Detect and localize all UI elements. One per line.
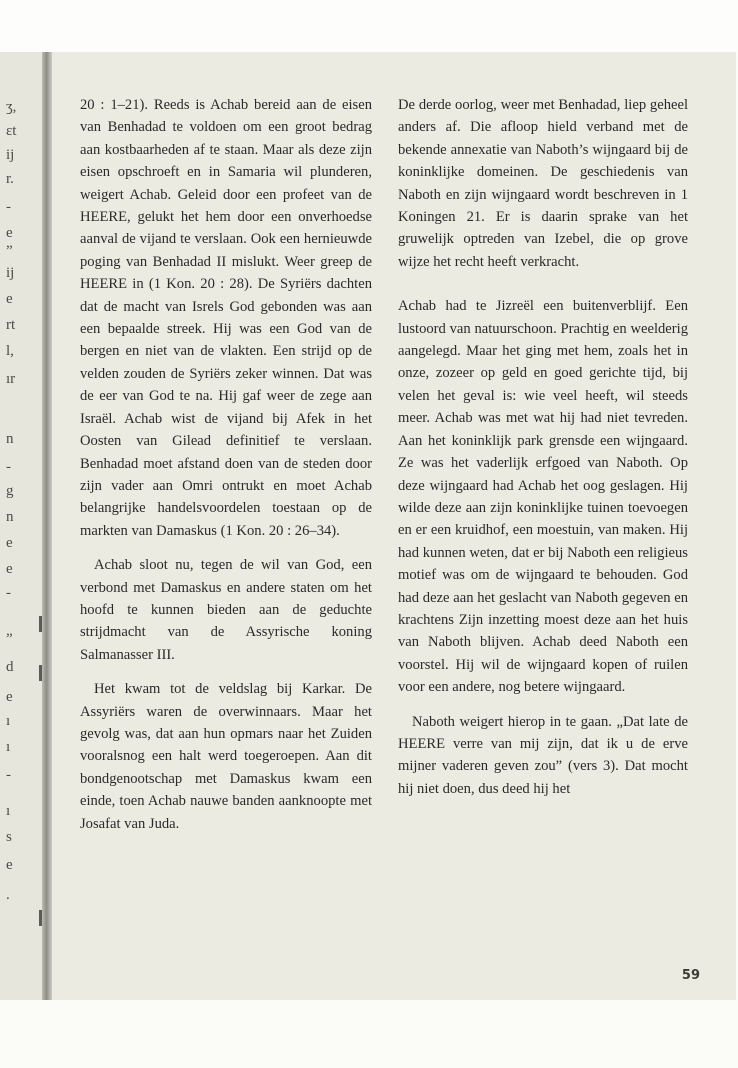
facing-page-fragment: s xyxy=(6,829,12,845)
facing-page-fragment: e xyxy=(6,291,13,307)
paragraph: 20 : 1–21). Reeds is Achab bereid aan de eisen van Benhadad te voldoen om een groot bedrag aan kostbaarheden af te staan. Maar als deze zijn eisen opschroeft en in Samaria wil plunderen, weigert Achab. Geleid door een profeet van de HEERE, gelukt het hem door een onverhoedse aanval de vijand te verslaan. Ook een hernieuwde poging van Benhadad II mislukt. Weer greep de HEERE in (1 Kon. 20 : 28). De Syriërs dachten dat de macht van Isrels God gebonden was aan een bepaalde streek. Hij was een God van de bergen en niet van de vlakten. Een strijd op de velden zouden de Syriërs zeker winnen. Dat was de eer van God te na. Hij gaf weer de zege aan Israël. Achab wist de vijand bij Afek in het Oosten van Gilead definitief te verslaan. Benhadad moet afstand doen van de steden door zijn vader aan Omri ontrukt en moet Achab belangrijke handelsvoordelen toestaan op de markten van Damaskus (1 Kon. 20 : 26–34). xyxy=(80,97,372,539)
facing-page-fragment: e xyxy=(6,535,13,551)
facing-page-fragment: ij xyxy=(6,265,15,281)
spine-mark xyxy=(39,665,42,681)
facing-page-fragment: r. xyxy=(6,171,14,187)
scan-background-top xyxy=(0,0,738,52)
facing-page-fragment: - xyxy=(6,199,11,215)
paragraph: Het kwam tot de veldslag bij Karkar. De Assyriërs waren de overwinnaars. Maar het gevolg was, dat aan hun opmars naar het Zuiden vooralsnog een halt werd toegeroepen. Aan dit bondgenootschap met Damaskus kwam een einde, toen Achab nauwe banden aanknoopte met Josafat van Juda. xyxy=(80,681,372,832)
book-spine xyxy=(42,52,52,1000)
facing-page-fragment: ır xyxy=(6,371,16,387)
facing-page-fragment: l, xyxy=(6,343,14,359)
paragraph: De derde oorlog, weer met Benhadad, liep geheel anders af. Die afloop hield verband met de bekende annexatie van Naboth’s wijngaard bij de koninklijke domeinen. De geschiedenis van Naboth en zijn wijngaard wordt beschreven in 1 Koningen 21. Er is daarin sprake van het gruwelijk optreden van Izebel, die op grove wijze het recht heeft verkracht. xyxy=(398,97,688,270)
facing-page-fragment: . xyxy=(6,887,10,903)
facing-page-fragment: ij xyxy=(6,147,15,163)
facing-page-fragment: ʒ, xyxy=(6,99,17,115)
page-number: 59 xyxy=(681,968,700,983)
facing-page-fragment: e xyxy=(6,857,13,873)
paragraph: Naboth weigert hierop in te gaan. „Dat late de HEERE verre van mij zijn, dat ik u de erve mijner vaderen geven zou” (vers 3). Dat mocht hij niet doen, dus deed hij het xyxy=(398,713,688,797)
facing-page-fragment: ı xyxy=(6,713,11,729)
facing-page-fragment: - xyxy=(6,585,11,601)
facing-page-fragment: - xyxy=(6,459,11,475)
text-column-right xyxy=(398,94,688,812)
facing-page-fragment: n xyxy=(6,509,14,525)
facing-page-fragment: g xyxy=(6,483,14,499)
facing-page-fragment: e xyxy=(6,225,13,241)
facing-page-fragment: ” xyxy=(6,243,13,259)
scan-background-bottom xyxy=(0,1000,738,1068)
paragraph: Achab sloot nu, tegen de wil van God, een verbond met Damaskus en andere staten om het hoofd te kunnen bieden aan de geduchte strijdmacht van de Assyrische koning Salmanasser III. xyxy=(80,557,372,663)
facing-page-fragment: ɛt xyxy=(6,123,17,139)
paragraph: Achab had te Jizreël een buitenverblijf. Een lustoord van natuurschoon. Prachtig en weelderig aangelegd. Maar het ging met hem, zoals het in onze, zozeer op geld en goed gerichte tijd, bij velen het geval is: wie veel heeft, wil steeds meer. Achab was met wat hij had niet tevreden. Aan het koninklijk park grensde een wijngaard. Ze was het vaderlijk erfgoed van Naboth. Op deze wijngaard had Achab het oog geslagen. Hij wilde deze aan zijn koninklijke tuinen toevoegen en er een kruidhof, een moestuin, van maken. Hij had kunnen weten, dat er bij Naboth een religieus motief was om de wijngaard te behouden. God had deze aan het geslacht van Naboth gegeven en krachtens Zijn inzetting moest deze aan het huis van Naboth blijven. Achab deed Naboth een voorstel. Hij wil de wijngaard kopen of ruilen voor een andere, nog betere wijngaard. xyxy=(398,298,688,696)
facing-page-fragment: d xyxy=(6,659,14,675)
facing-page-fragment: ı xyxy=(6,739,11,755)
facing-page-fragment: - xyxy=(6,767,11,783)
spine-mark xyxy=(39,910,42,926)
text-column-left xyxy=(80,94,372,847)
facing-page-fragment: ı xyxy=(6,803,11,819)
facing-page-fragment: e xyxy=(6,561,13,577)
spine-mark xyxy=(39,616,42,632)
facing-page-fragment: rt xyxy=(6,317,16,333)
facing-page-fragment: e xyxy=(6,689,13,705)
facing-page-fragment: n xyxy=(6,431,14,447)
facing-page-fragment: ” xyxy=(6,631,13,647)
